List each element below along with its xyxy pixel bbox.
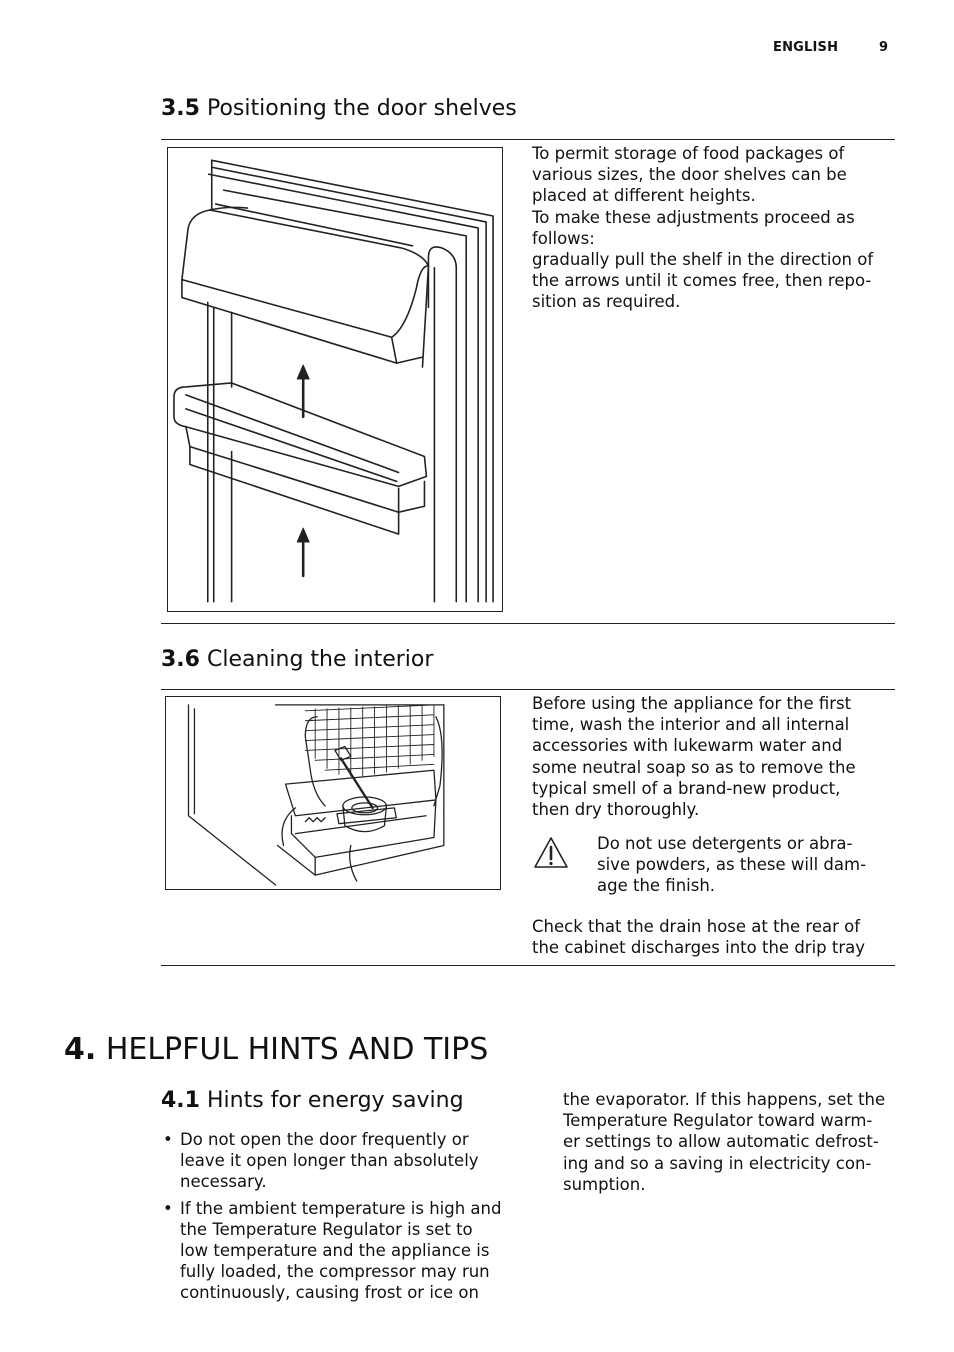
text-line: the arrows until it comes free, then repo-: [532, 271, 872, 291]
list-item: [161, 1198, 501, 1304]
warning-icon: [533, 836, 569, 870]
section-number: 3.5: [161, 96, 200, 121]
text-line: some neutral soap so as to remove the: [532, 757, 856, 777]
section-number: 3.6: [161, 647, 200, 672]
section-number: 4.1: [161, 1088, 200, 1113]
text-line: low temperature and the appliance is: [180, 1241, 490, 1261]
chapter-number: 4.: [64, 1032, 97, 1067]
text-line: accessories with lukewarm water and: [532, 736, 843, 756]
section-3-5-text: [532, 143, 873, 313]
section-title: Hints for energy saving: [206, 1088, 464, 1113]
energy-saving-list: [161, 1129, 501, 1309]
text-line: Do not use detergents or abra-: [597, 834, 853, 853]
text-line: sition as required.: [532, 292, 681, 312]
text-line: time, wash the interior and all internal: [532, 715, 850, 735]
section-3-5-heading: [161, 96, 517, 121]
text-line: sumption.: [563, 1174, 646, 1194]
text-line: Temperature Regulator toward warm-: [563, 1111, 873, 1131]
section-3-6-heading: [161, 647, 433, 672]
text-line: the evaporator. If this happens, set the: [563, 1090, 886, 1109]
drain-hose-note: [532, 916, 865, 958]
section-title: Positioning the door shelves: [206, 96, 517, 121]
text-line: fully loaded, the compressor may run: [180, 1262, 490, 1282]
text-line: Do not open the door frequently or: [180, 1130, 469, 1149]
chapter-4-heading: [64, 1032, 488, 1067]
section-title: Cleaning the interior: [206, 647, 434, 672]
text-line: age the finish.: [597, 876, 716, 896]
text-line: necessary.: [180, 1172, 267, 1192]
text-line: the Temperature Regulator is set to: [180, 1219, 473, 1239]
bullet-dot: •: [163, 1198, 173, 1218]
text-line: gradually pull the shelf in the direction of: [532, 250, 874, 270]
text-line: Before using the appliance for the first: [532, 694, 852, 713]
text-line: ing and so a saving in electricity con-: [563, 1153, 872, 1173]
warning-note: [597, 833, 866, 897]
text-line: Check that the drain hose at the rear of: [532, 917, 861, 936]
text-line: To make these adjustments proceed as: [532, 207, 855, 227]
text-line: then dry thoroughly.: [532, 800, 700, 820]
bullet-dot: •: [163, 1130, 173, 1149]
door-shelves-illustration: [167, 147, 503, 612]
text-line: typical smell of a brand-new product,: [532, 778, 841, 798]
text-line: various sizes, the door shelves can be: [532, 165, 847, 185]
text-line: follows:: [532, 228, 595, 248]
text-line: sive powders, as these will dam-: [597, 855, 867, 875]
section-rule: [161, 965, 895, 966]
section-rule: [161, 689, 895, 690]
text-line: the cabinet discharges into the drip tray: [532, 938, 866, 958]
section-4-1-heading: [161, 1088, 464, 1113]
section-3-6-text: [532, 693, 856, 820]
text-line: To permit storage of food packages of: [532, 144, 845, 163]
language-label: ENGLISH: [773, 40, 839, 55]
text-line: placed at different heights.: [532, 186, 756, 206]
text-line: er settings to allow automatic defrost-: [563, 1132, 879, 1152]
list-item: [161, 1129, 501, 1193]
text-line: leave it open longer than absolutely: [180, 1151, 479, 1171]
text-line: If the ambient temperature is high and: [180, 1198, 502, 1218]
chapter-title: HELPFUL HINTS AND TIPS: [105, 1032, 489, 1067]
text-line: continuously, causing frost or ice on: [180, 1283, 479, 1303]
section-rule: [161, 139, 895, 140]
interior-cleaning-illustration: [165, 696, 501, 890]
section-rule: [161, 623, 895, 624]
page-number: 9: [879, 40, 889, 55]
energy-saving-continued: [563, 1089, 885, 1195]
